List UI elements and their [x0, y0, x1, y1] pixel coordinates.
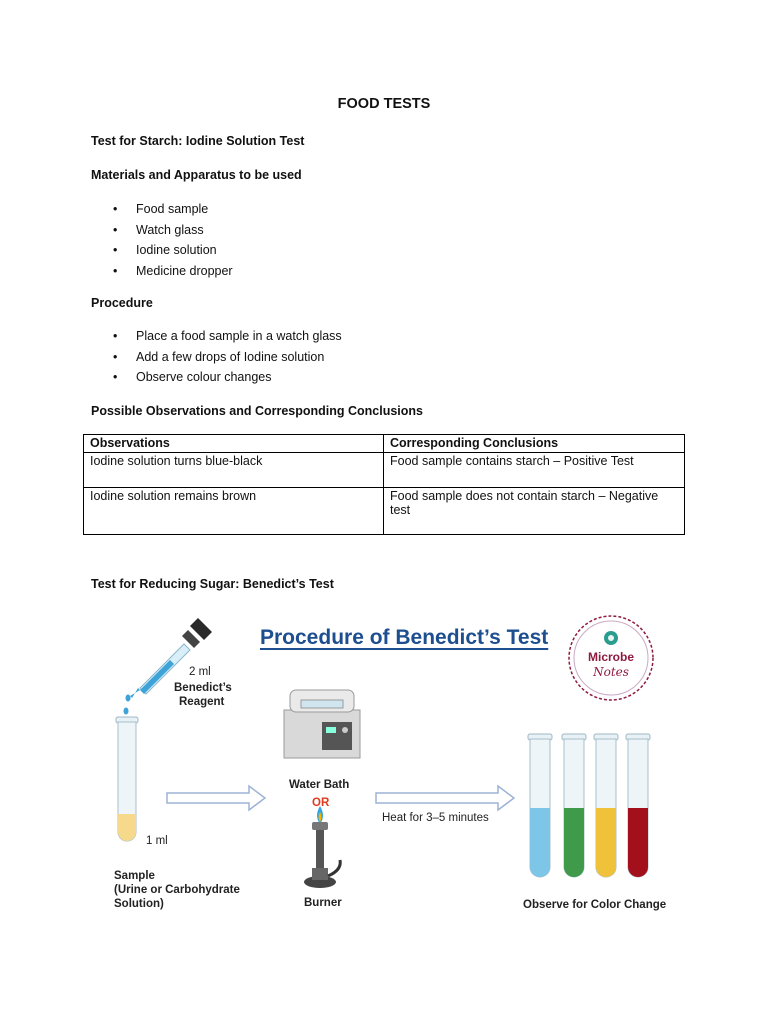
reagent-amount-label: 2 ml — [189, 666, 211, 678]
table-cell: Food sample does not contain starch – Negative test — [384, 488, 685, 535]
bullet-icon: • — [113, 243, 118, 257]
test-tube-icon — [626, 734, 650, 877]
reagent-name-label: Reagent — [179, 696, 225, 708]
sample-label: (Urine or Carbohydrate — [114, 884, 240, 896]
bullet-icon: • — [113, 349, 118, 364]
table-header-conclusions: Corresponding Conclusions — [384, 435, 685, 453]
list-item: • Add a few drops of Iodine solution — [113, 349, 325, 364]
sample-amount-label: 1 ml — [146, 835, 168, 847]
observations-heading: Possible Observations and Corresponding Conclusions — [91, 404, 424, 418]
observations-table — [83, 434, 685, 535]
benedict-procedure-diagram — [90, 600, 680, 930]
bullet-icon: • — [113, 263, 118, 278]
water-bath-label: Water Bath — [289, 779, 350, 791]
bullet-icon: • — [113, 329, 118, 343]
procedure-heading: Procedure — [91, 296, 153, 310]
burner-icon — [304, 806, 340, 888]
procedure-list — [91, 329, 342, 391]
logo — [569, 616, 653, 700]
page-title: FOOD TESTS — [337, 96, 431, 112]
arrow-right-icon — [376, 786, 514, 810]
burner-label: Burner — [304, 897, 342, 909]
table-row — [84, 488, 685, 535]
bullet-icon: • — [113, 370, 118, 384]
heat-label: Heat for 3–5 minutes — [382, 812, 489, 824]
table-header-observations: Observations — [84, 435, 384, 453]
table-cell: Food sample contains starch – Positive Test — [384, 453, 685, 488]
logo-subtext: Notes — [593, 665, 629, 679]
test-tube-icon — [594, 734, 618, 877]
table-cell: Iodine solution turns blue-black — [84, 453, 384, 488]
list-item: • Observe colour changes — [113, 370, 272, 384]
diagram-title: Procedure of Benedict’s Test — [260, 626, 549, 649]
materials-list — [91, 202, 233, 284]
bullet-icon: • — [113, 222, 118, 237]
benedict-heading: Test for Reducing Sugar: Benedict’s Test — [91, 577, 334, 591]
list-item: • Place a food sample in a watch glass — [113, 329, 342, 343]
test-tube-icon — [562, 734, 586, 877]
list-item: • Iodine solution — [113, 243, 217, 257]
materials-heading: Materials and Apparatus to be used — [91, 168, 302, 182]
reagent-name-label: Benedict’s — [174, 682, 232, 694]
list-item: • Watch glass — [113, 222, 204, 237]
observe-label: Observe for Color Change — [523, 899, 667, 911]
or-label: OR — [312, 797, 330, 809]
list-item: • Medicine dropper — [113, 263, 233, 278]
sample-label: Sample — [114, 870, 155, 882]
sample-label: Solution) — [114, 898, 164, 910]
bullet-icon: • — [113, 202, 118, 216]
logo-text: Microbe — [587, 650, 634, 664]
list-item: • Food sample — [113, 202, 209, 216]
table-cell: Iodine solution remains brown — [84, 488, 384, 535]
test-tube-icon — [528, 734, 552, 877]
sample-tube-icon — [116, 717, 138, 841]
arrow-right-icon — [167, 786, 265, 810]
water-bath-icon — [284, 690, 360, 758]
table-row — [84, 453, 685, 488]
result-tubes-icon — [528, 734, 650, 877]
table-header-row — [84, 435, 685, 453]
starch-heading: Test for Starch: Iodine Solution Test — [91, 134, 305, 148]
